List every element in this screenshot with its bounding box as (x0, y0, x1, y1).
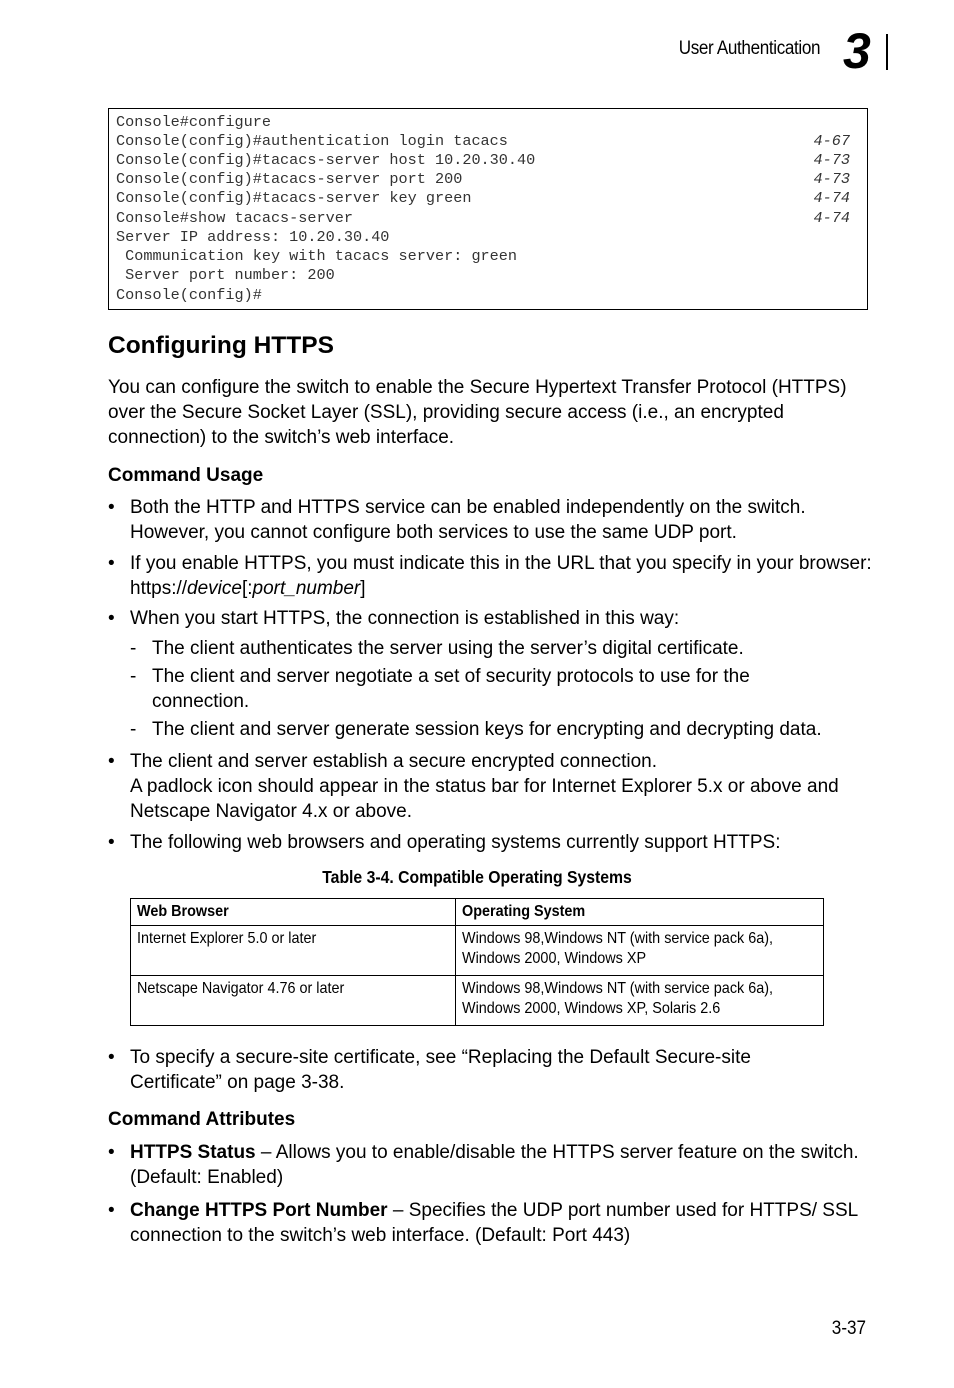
bullet-glyph: • (108, 497, 115, 518)
attribute-description: – Allows you to enable/disable the HTTPS server feature on the switch. (255, 1142, 859, 1163)
sub-list-item-text: The client authenticates the server using the server’s digital certificate. (152, 638, 744, 659)
table-row (131, 926, 824, 976)
attribute-name: Change HTTPS Port Number (130, 1200, 388, 1221)
intro-paragraph: You can configure the switch to enable the Secure Hypertext Transfer Protocol (HTTPS) over the Secure Socket Layer (SSL), providing secure access (i.e., an encrypted connection) to the switch’s web interface. (108, 377, 847, 448)
os-line: Windows 2000, Windows XP (462, 950, 647, 967)
list-item-text: The following web browsers and operating systems currently support HTTPS: (130, 832, 781, 853)
column-header: Operating System (462, 903, 586, 920)
code-page-ref: 4-74 (813, 189, 850, 207)
code-example (108, 108, 868, 310)
bullet-glyph: • (108, 608, 115, 629)
list-item-text: When you start HTTPS, the connection is established in this way: (130, 608, 680, 629)
url-prefix: If you enable HTTPS, you must indicate this in the URL that you specify in your browser: https:// (130, 553, 872, 599)
dash-glyph: - (130, 666, 137, 687)
dash-glyph: - (130, 719, 137, 740)
bullet-glyph: • (108, 751, 115, 772)
table-caption: Table 3-4. Compatible Operating Systems (322, 867, 632, 887)
table-cell (131, 976, 456, 1026)
url-bracket: [: (241, 578, 253, 599)
list-item-text (130, 749, 890, 824)
section-title: Configuring HTTPS (108, 332, 334, 359)
page-number: 3-37 (831, 1318, 866, 1339)
browser-name: Netscape Navigator 4.76 or later (137, 980, 345, 997)
compatibility-table (130, 898, 824, 1026)
table-header-cell (456, 899, 824, 926)
url-bracket-close: ] (360, 578, 366, 599)
running-header: User Authentication (678, 38, 820, 59)
sub-list-item-text: The client and server negotiate a set of security protocols to use for the connection. (152, 666, 750, 712)
bullet-glyph: • (108, 832, 115, 853)
browser-name: Internet Explorer 5.0 or later (137, 930, 317, 947)
list-item-text: To specify a secure-site certificate, see “Replacing the Default Secure-site Certificate” on page 3-38. (130, 1047, 751, 1093)
code-line: Console(config)#tacacs-server host 10.20.30.40 (116, 151, 536, 169)
table-cell (131, 926, 456, 976)
command-usage-heading: Command Usage (108, 465, 264, 486)
os-line: Windows 98,Windows NT (with service pack 6a), (462, 980, 774, 997)
table-cell (456, 926, 824, 976)
code-line: Communication key with tacacs server: green (116, 247, 518, 265)
list-item-text (130, 1198, 875, 1248)
list-item-line: The client and server establish a secure encrypted connection. (130, 751, 658, 772)
code-line: Console(config)#authentication login tacacs (116, 132, 508, 150)
code-line: Console(config)# (116, 286, 262, 304)
code-page-ref: 4-74 (813, 209, 850, 227)
code-page-ref: 4-73 (813, 151, 850, 169)
dash-glyph: - (130, 638, 137, 659)
bullet-glyph: • (108, 1142, 115, 1163)
bullet-glyph: • (108, 1047, 115, 1068)
table-cell (456, 976, 824, 1026)
bullet-glyph: • (108, 1200, 115, 1221)
os-line: Windows 98,Windows NT (with service pack 6a), (462, 930, 774, 947)
list-item-text: Both the HTTP and HTTPS service can be enabled independently on the switch. However, you cannot configure both services to use the same UDP port. (130, 497, 806, 543)
code-page-ref: 4-73 (813, 170, 850, 188)
code-line: Console(config)#tacacs-server port 200 (116, 170, 463, 188)
table-row (131, 976, 824, 1026)
sub-list-item-text: The client and server generate session keys for encrypting and decrypting data. (152, 719, 822, 740)
code-line: Server IP address: 10.20.30.40 (116, 228, 390, 246)
attribute-default: (Default: Enabled) (130, 1167, 284, 1188)
code-line: Console#show tacacs-server (116, 209, 353, 227)
attribute-name: HTTPS Status (130, 1142, 256, 1163)
attribute-description: – Specifies the UDP port number used for HTTPS/ SSL connection to the switch’s web interface. (Default: Port 443) (130, 1200, 858, 1246)
url-device: device (187, 578, 242, 599)
code-page-ref: 4-67 (813, 132, 850, 150)
column-header: Web Browser (137, 903, 229, 920)
table-header-cell (131, 899, 456, 926)
list-item-text (130, 1140, 860, 1190)
chapter-number: 3 (843, 23, 871, 79)
os-line: Windows 2000, Windows XP, Solaris 2.6 (462, 1000, 721, 1017)
list-item-text (130, 551, 890, 601)
code-line: Server port number: 200 (116, 266, 335, 284)
code-line: Console(config)#tacacs-server key green (116, 189, 472, 207)
table-header-row (131, 899, 824, 926)
list-item-line: A padlock icon should appear in the status bar for Internet Explorer 5.x or above and Netscape Navigator 4.x or above. (130, 776, 839, 822)
url-port: port_number (252, 578, 361, 599)
bullet-glyph: • (108, 553, 115, 574)
chapter-rule (886, 34, 888, 70)
code-line: Console#configure (116, 113, 271, 131)
command-attributes-heading: Command Attributes (108, 1109, 296, 1130)
